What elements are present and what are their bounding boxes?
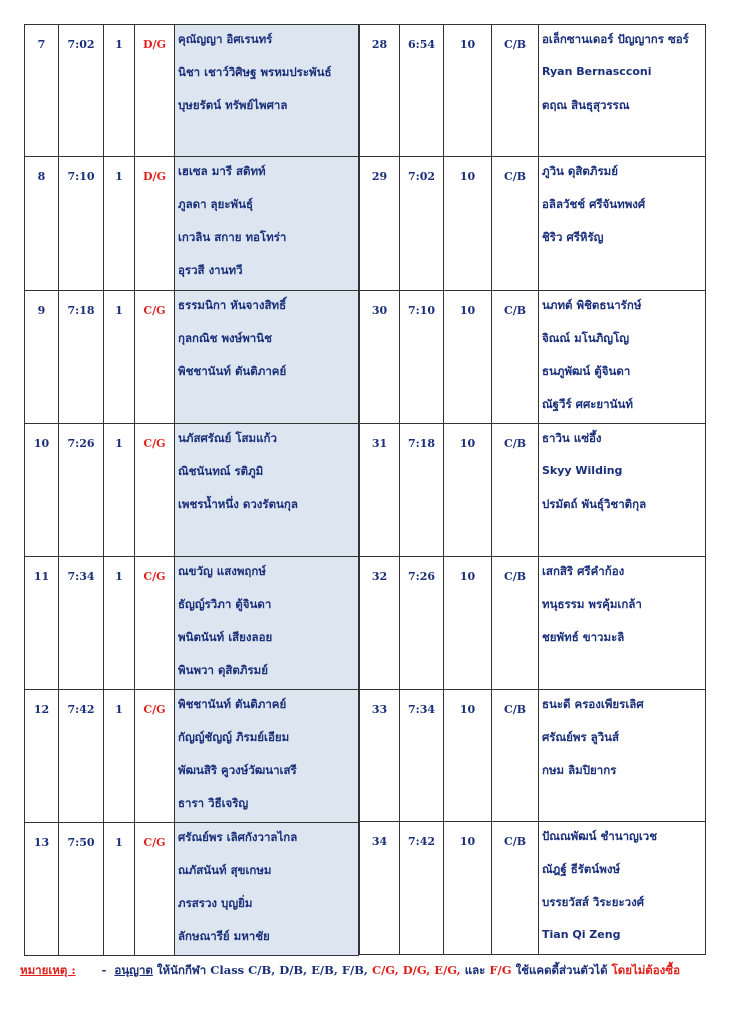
player-name: ณัฎฐ์ ธีรัตน์พงษ์ xyxy=(542,862,621,876)
right-group-row xyxy=(360,157,706,291)
player-name: ศรัณย์พร เลิศกังวาลไกล xyxy=(178,830,298,844)
player-name: ธรรมนิกา หันจางสิทธิ์ xyxy=(178,298,287,312)
start-hole: 10 xyxy=(444,690,492,822)
player-name: Skyy Wilding xyxy=(542,464,623,477)
right-group-row xyxy=(360,690,706,822)
player-name: ตฤณ สินธุสุวรรณ xyxy=(542,98,630,112)
player-name: ณภัสนันท์ สุขเกษม xyxy=(178,863,272,877)
player-name: เฮเซล มารี สติทท์ xyxy=(178,164,266,178)
player-name: ณัฐวีร์ ศศะยานันท์ xyxy=(542,397,633,411)
group-number: 29 xyxy=(360,157,400,291)
player-names xyxy=(175,690,359,823)
player-name: บรรยวัสส์ วิระยะวงศ์ xyxy=(542,895,644,909)
player-class: C/B xyxy=(492,822,539,955)
left-group-row xyxy=(25,823,359,956)
player-name: Ryan Bernascconi xyxy=(542,65,652,78)
note-text-and: และ xyxy=(464,963,486,977)
tee-time: 7:26 xyxy=(59,424,104,557)
tee-time: 7:02 xyxy=(59,25,104,157)
player-class: C/G xyxy=(135,557,175,690)
player-name: พัฒนสิริ คูวงษ์วัฒนาเสรี xyxy=(178,763,297,777)
player-name: ธารา วิธีเจริญ xyxy=(178,796,249,810)
tee-time: 7:26 xyxy=(400,557,444,690)
tee-time: 7:42 xyxy=(400,822,444,955)
left-group-row xyxy=(25,690,359,823)
player-names xyxy=(539,25,706,157)
left-group-row xyxy=(25,291,359,424)
player-name: นิชา เชาว์วิศิษฐ พรหมประพันธ์ xyxy=(178,65,332,79)
left-tee-table xyxy=(24,24,359,956)
player-name: ณขวัญ แสงพฤกษ์ xyxy=(178,564,266,578)
player-name: ธัญญ์รวิภา ตู้จินดา xyxy=(178,597,272,611)
player-names xyxy=(175,557,359,690)
player-name: นภัสศรัณย์ โสมแก้ว xyxy=(178,431,277,445)
player-name: Tian Qi Zeng xyxy=(542,928,621,941)
start-hole: 1 xyxy=(104,424,135,557)
player-name: ภูลดา ลุยะพันธุ์ xyxy=(178,197,253,211)
player-name: ภรสรวง บุญยิ่ม xyxy=(178,896,253,910)
player-name: กุลกณิช พงษ์พานิช xyxy=(178,331,272,345)
tee-time: 7:18 xyxy=(59,291,104,424)
player-name: ศรัณย์พร ลูวินส์ xyxy=(542,730,620,744)
player-name: อลิลวัชช์ ศรีจันทพงศ์ xyxy=(542,197,646,211)
left-group-row xyxy=(25,557,359,690)
group-number: 34 xyxy=(360,822,400,955)
tee-time: 7:18 xyxy=(400,424,444,557)
player-names xyxy=(175,291,359,424)
start-hole: 10 xyxy=(444,25,492,157)
tee-time: 7:10 xyxy=(400,291,444,424)
right-group-row xyxy=(360,25,706,157)
player-class: C/B xyxy=(492,291,539,424)
player-name: เกวลิน สกาย ทอโทร่า xyxy=(178,230,287,244)
start-hole: 1 xyxy=(104,157,135,291)
tee-time: 7:34 xyxy=(400,690,444,822)
right-group-row xyxy=(360,291,706,424)
start-hole: 10 xyxy=(444,157,492,291)
group-number: 28 xyxy=(360,25,400,157)
player-class: D/G xyxy=(135,25,175,157)
player-class: C/B xyxy=(492,157,539,291)
player-name: อเล็กซานเดอร์ ปัญญากร ซอร์ xyxy=(542,32,689,46)
player-class: C/G xyxy=(135,291,175,424)
start-hole: 10 xyxy=(444,557,492,690)
player-name: ลักษณารีย์ มหาชัย xyxy=(178,929,270,943)
player-name: ปรมัตถ์ พันธุ์วิชาติกุล xyxy=(542,497,647,511)
note-dash: - xyxy=(101,963,107,977)
group-number: 13 xyxy=(25,823,59,956)
player-name: พิชชานันท์ ตันติภาคย์ xyxy=(178,697,287,711)
player-name: กัญญ์ชัญญ์ ภิรมย์เอียม xyxy=(178,730,290,744)
player-name: ภูวิน ดุสิตภิรมย์ xyxy=(542,164,618,178)
player-name: จิณณ์ มโนภิญโญ xyxy=(542,331,630,345)
player-class: C/B xyxy=(492,25,539,157)
player-name: เสกสิริ ศรีคำก้อง xyxy=(542,564,625,578)
player-names xyxy=(539,424,706,557)
start-hole: 10 xyxy=(444,822,492,955)
start-hole: 1 xyxy=(104,823,135,956)
player-names xyxy=(175,25,359,157)
tee-time: 7:50 xyxy=(59,823,104,956)
note-text-caddie: ใช้แคดดี้ส่วนตัวได้ xyxy=(515,963,608,977)
player-name: คุณัญญา อิศเรนทร์ xyxy=(178,32,273,46)
start-hole: 1 xyxy=(104,690,135,823)
note-text-classes: ให้นักกีฬา Class C/B, D/B, E/B, F/B, xyxy=(156,963,368,977)
note-text-girls-classes: C/G, D/G, E/G, xyxy=(371,963,461,977)
start-hole: 1 xyxy=(104,291,135,424)
player-names xyxy=(539,157,706,291)
left-group-row xyxy=(25,25,359,157)
group-number: 32 xyxy=(360,557,400,690)
player-name: ชยพัทธ์ ขาวมะลิ xyxy=(542,630,625,644)
player-name: พิชชานันท์ ตันติภาคย์ xyxy=(178,364,287,378)
tee-time: 7:34 xyxy=(59,557,104,690)
group-number: 8 xyxy=(25,157,59,291)
left-group-row xyxy=(25,157,359,291)
player-name: ธาวิน แซ่อึ้ง xyxy=(542,431,602,445)
player-name: ปัณณพัฒน์ ชำนาญเวช xyxy=(542,829,658,843)
player-name: ธนะดี ครองเพียรเลิศ xyxy=(542,697,644,711)
player-names xyxy=(175,157,359,291)
group-number: 31 xyxy=(360,424,400,557)
note-allowed: อนุญาต xyxy=(114,963,153,977)
group-number: 30 xyxy=(360,291,400,424)
player-name: เพชรน้ำหนึ่ง ดวงรัตนกุล xyxy=(178,497,298,511)
player-class: C/B xyxy=(492,690,539,822)
right-tee-table xyxy=(359,24,706,955)
player-name: กษม ลิมปิยากร xyxy=(542,763,617,777)
player-name: ทนุธรรม พรคุ้มเกล้า xyxy=(542,597,642,611)
player-name: ธนภูพัฒน์ ตู้จินดา xyxy=(542,364,631,378)
start-hole: 10 xyxy=(444,291,492,424)
right-group-row xyxy=(360,424,706,557)
group-number: 9 xyxy=(25,291,59,424)
group-number: 11 xyxy=(25,557,59,690)
start-hole: 10 xyxy=(444,424,492,557)
player-name: พนิตนันท์ เสียงลอย xyxy=(178,630,273,644)
note-label: หมายเหตุ : xyxy=(20,963,76,977)
group-number: 7 xyxy=(25,25,59,157)
tee-time: 7:10 xyxy=(59,157,104,291)
tee-time: 7:02 xyxy=(400,157,444,291)
player-name: บุษยรัตน์ ทรัพย์ไพศาล xyxy=(178,98,288,112)
player-name: พินพวา ดุสิตภิรมย์ xyxy=(178,663,268,677)
player-names xyxy=(539,291,706,424)
left-group-row xyxy=(25,424,359,557)
note-text-fg: F/G xyxy=(489,963,512,977)
player-names xyxy=(539,557,706,690)
player-name: ชิริว ศรีหิรัญ xyxy=(542,230,604,244)
player-name: ณิชนันทณ์ รติภูมิ xyxy=(178,464,264,478)
tee-time: 7:42 xyxy=(59,690,104,823)
right-group-row xyxy=(360,822,706,955)
player-name: นภทต์ พิชิตธนารักษ์ xyxy=(542,298,642,312)
start-hole: 1 xyxy=(104,25,135,157)
player-class: D/G xyxy=(135,157,175,291)
player-class: C/B xyxy=(492,424,539,557)
group-number: 12 xyxy=(25,690,59,823)
group-number: 33 xyxy=(360,690,400,822)
tee-time: 6:54 xyxy=(400,25,444,157)
player-names xyxy=(539,822,706,955)
right-group-row xyxy=(360,557,706,690)
player-class: C/G xyxy=(135,424,175,557)
player-class: C/G xyxy=(135,823,175,956)
player-names xyxy=(175,823,359,956)
player-name: อุรวสี งานทวี xyxy=(178,263,243,277)
note-text-no-purchase: โดยไม่ต้องซื้อ xyxy=(611,963,681,977)
player-names xyxy=(539,690,706,822)
player-class: C/B xyxy=(492,557,539,690)
player-class: C/G xyxy=(135,690,175,823)
player-names xyxy=(175,424,359,557)
start-hole: 1 xyxy=(104,557,135,690)
footer-note xyxy=(20,962,710,980)
group-number: 10 xyxy=(25,424,59,557)
